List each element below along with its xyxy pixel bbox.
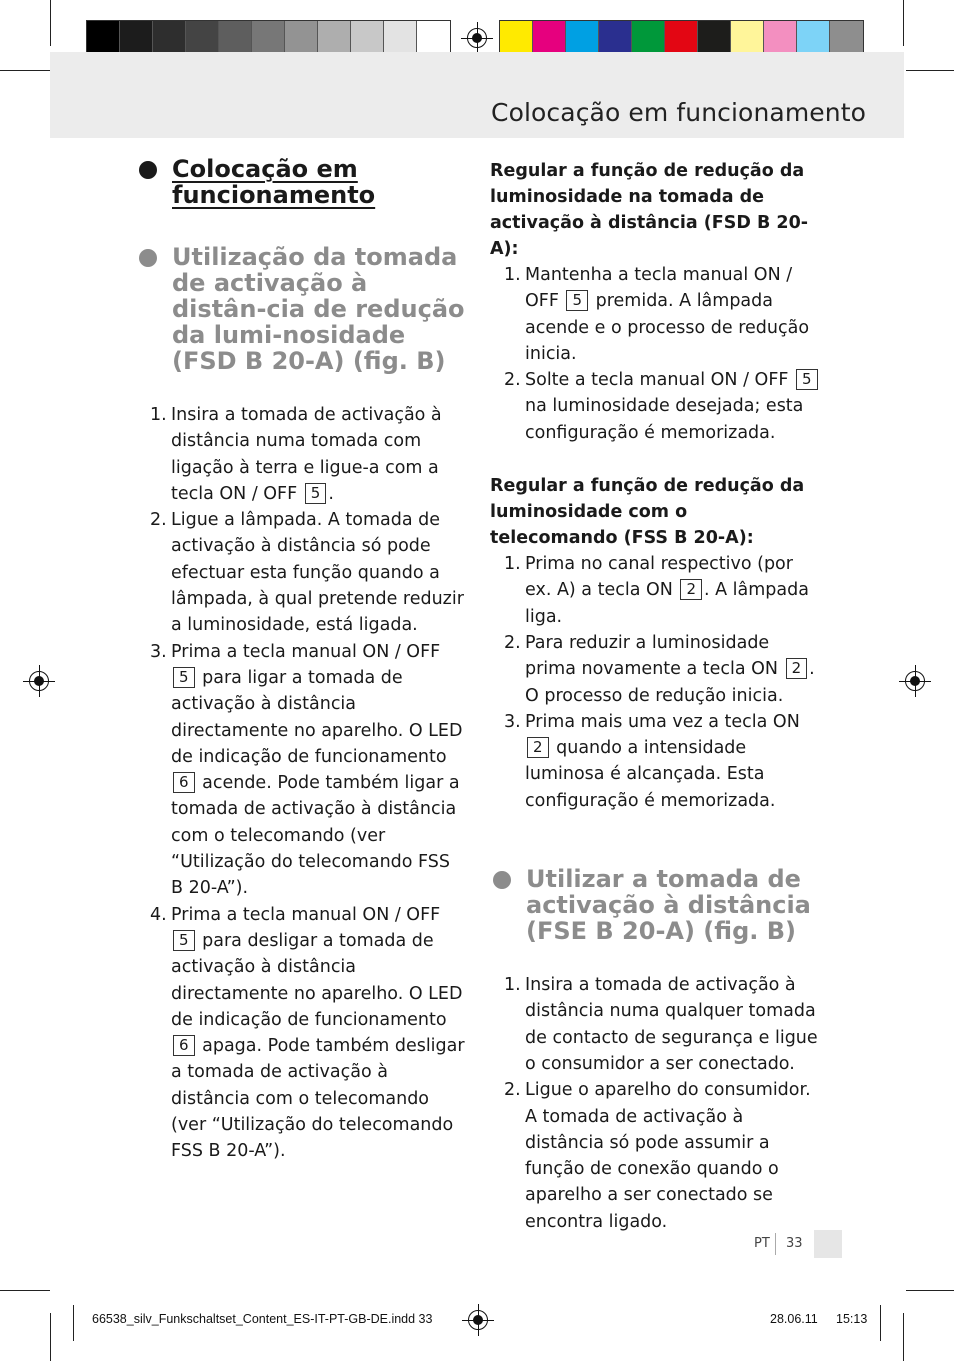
- color-swatch: [87, 21, 120, 55]
- part-reference: 5: [173, 667, 195, 688]
- part-reference: 5: [305, 483, 327, 504]
- step-text: Prima a tecla manual ON / OFF: [171, 641, 441, 662]
- step-text: Ligue o aparelho do consumidor. A tomada de activação à distância só pode assumir a função de conexão quando o aparelho a ser conectado se encontra ligado.: [525, 1080, 811, 1232]
- color-swatch: [533, 21, 566, 55]
- color-swatch: [384, 21, 417, 55]
- section-heading: Utilizar a tomada de activação à distância (FSE B 20-A) (fig. B): [490, 866, 820, 944]
- step-text: para desligar a tomada de activação à distância directamente no aparelho. O LED de indicação de funcionamento: [171, 930, 463, 1030]
- color-swatch: [632, 21, 665, 55]
- step-list: [490, 551, 820, 814]
- registration-mark-icon: [903, 669, 927, 693]
- list-item: [490, 630, 820, 709]
- crop-mark: [0, 1290, 50, 1291]
- crop-mark: [50, 1313, 51, 1361]
- color-swatch: [318, 21, 351, 55]
- bullet-icon: [493, 871, 511, 889]
- color-swatch: [764, 21, 797, 55]
- gray-calibration-bar: [86, 20, 451, 56]
- step-text: Solte a tecla manual ON / OFF: [525, 370, 789, 391]
- crop-mark: [73, 1305, 74, 1341]
- step-text: Prima no canal respectivo (por ex. A) a tecla ON: [525, 554, 793, 601]
- color-swatch: [566, 21, 599, 55]
- slug-date: 28.06.11: [770, 1312, 818, 1326]
- language-label: PT: [754, 1236, 770, 1251]
- step-text: na luminosidade desejada; esta configuração é memorizada.: [525, 396, 804, 443]
- crop-mark: [906, 1290, 954, 1291]
- color-swatch: [252, 21, 285, 55]
- step-number: 4.: [150, 904, 167, 925]
- step-text: Mantenha a tecla manual ON / OFF: [525, 265, 793, 312]
- color-swatch: [797, 21, 830, 55]
- registration-mark-icon: [27, 669, 51, 693]
- list-item: [490, 1077, 820, 1235]
- subheading: Regular a função de redução da luminosidade na tomada de activação à distância (FSD B 20-A):: [490, 161, 809, 259]
- step-text: . A lâmpada liga.: [525, 580, 809, 627]
- step-text: premida. A lâmpada acende e o processo de redução inicia.: [525, 291, 810, 364]
- step-number: 2.: [504, 632, 521, 653]
- color-swatch: [120, 21, 153, 55]
- section-heading: Colocação em funcionamento: [136, 156, 466, 208]
- step-number: 2.: [150, 510, 167, 531]
- color-swatch: [351, 21, 384, 55]
- color-swatch: [830, 21, 863, 55]
- step-list: [490, 262, 820, 446]
- crop-mark: [50, 0, 51, 46]
- color-swatch: [599, 21, 632, 55]
- color-swatch: [500, 21, 533, 55]
- list-item: [136, 402, 466, 507]
- registration-mark-icon: [466, 1308, 490, 1332]
- step-text: Insira a tomada de activação à distância numa tomada com ligação à terra e ligue-a com a tecla ON / OFF: [171, 405, 442, 504]
- list-item: [490, 551, 820, 630]
- step-text: .: [328, 483, 334, 504]
- step-text: . O processo de redução inicia.: [525, 659, 815, 706]
- left-column: [136, 150, 466, 1165]
- part-reference: 2: [680, 579, 702, 600]
- list-item: [490, 709, 820, 814]
- list-item: [490, 262, 820, 367]
- step-number: 2.: [504, 1080, 521, 1101]
- step-text: para ligar a tomada de activação à distância directamente no aparelho. O LED de indicação de funcionamento: [171, 667, 463, 767]
- page-tab: [814, 1230, 842, 1258]
- step-text: Para reduzir a luminosidade prima novamente a tecla ON: [525, 632, 779, 680]
- color-swatch: [285, 21, 318, 55]
- step-text: apaga. Pode também desligar a tomada de activação à distância com o telecomando (ver “Utilização do telecomando FSS B 20-A”).: [171, 1036, 465, 1162]
- slug-time: 15:13: [836, 1312, 868, 1326]
- color-swatch: [153, 21, 186, 55]
- step-number: 2.: [504, 370, 521, 391]
- step-number: 3.: [504, 711, 521, 732]
- color-swatch: [698, 21, 731, 55]
- crop-mark: [903, 0, 904, 46]
- crop-mark: [903, 1313, 904, 1361]
- list-item: [136, 902, 466, 1165]
- step-text: Ligue a lâmpada. A tomada de activação à distância só pode efectuar esta função quando a lâmpada, à qual pretende reduzir a luminosidade, está ligada.: [171, 510, 464, 636]
- file-slug: 66538_silv_Funkschaltset_Content_ES-IT-PT-GB-DE.indd 33: [92, 1312, 433, 1326]
- subheading: Regular a função de redução da luminosidade com o telecomando (FSS B 20-A):: [490, 476, 805, 549]
- bullet-icon: [139, 161, 157, 179]
- color-swatch: [417, 21, 450, 55]
- list-item: [136, 507, 466, 638]
- step-text: acende. Pode também ligar a tomada de activação à distância com o telecomando (ver “Utilização do telecomando FSS B 20-A”).: [171, 773, 460, 899]
- list-item: [490, 972, 820, 1077]
- bullet-icon: [139, 249, 157, 267]
- right-column: [490, 150, 820, 1235]
- page-title: Colocação em funcionamento: [491, 98, 866, 127]
- step-list: [136, 402, 466, 1165]
- step-text: Insira a tomada de activação à distância numa qualquer tomada de contacto de segurança e ligue o consumidor a ser conectado.: [525, 975, 818, 1074]
- step-number: 1.: [504, 975, 521, 996]
- list-item: [136, 639, 466, 902]
- crop-mark: [0, 70, 50, 71]
- color-swatch: [186, 21, 219, 55]
- page-number: 33: [786, 1236, 803, 1251]
- registration-mark-icon: [465, 26, 489, 50]
- part-reference: 2: [786, 658, 808, 679]
- step-list: [490, 972, 820, 1235]
- list-item: [490, 367, 820, 446]
- step-number: 1.: [504, 265, 521, 285]
- divider: [775, 1233, 776, 1255]
- step-number: 1.: [504, 554, 521, 575]
- step-text: Prima a tecla manual ON / OFF: [171, 904, 441, 925]
- section-heading: Utilização da tomada de activação à distân-cia de redução da lumi-nosidade (FSD B 20-A) (fig. B): [136, 244, 466, 374]
- crop-mark: [906, 70, 954, 71]
- part-reference: 5: [796, 369, 818, 390]
- part-reference: 6: [173, 1035, 195, 1056]
- part-reference: 6: [173, 772, 195, 793]
- color-swatch: [731, 21, 764, 55]
- color-swatch: [219, 21, 252, 55]
- color-calibration-bar: [499, 20, 864, 56]
- step-text: Prima mais uma vez a tecla ON: [525, 711, 800, 732]
- step-number: 1.: [150, 405, 167, 425]
- crop-mark: [880, 1305, 881, 1341]
- step-text: quando a intensidade luminosa é alcançada. Esta configuração é memorizada.: [525, 738, 776, 811]
- color-swatch: [665, 21, 698, 55]
- part-reference: 5: [173, 930, 195, 951]
- step-number: 3.: [150, 641, 167, 662]
- part-reference: 2: [527, 737, 549, 758]
- part-reference: 5: [566, 290, 588, 311]
